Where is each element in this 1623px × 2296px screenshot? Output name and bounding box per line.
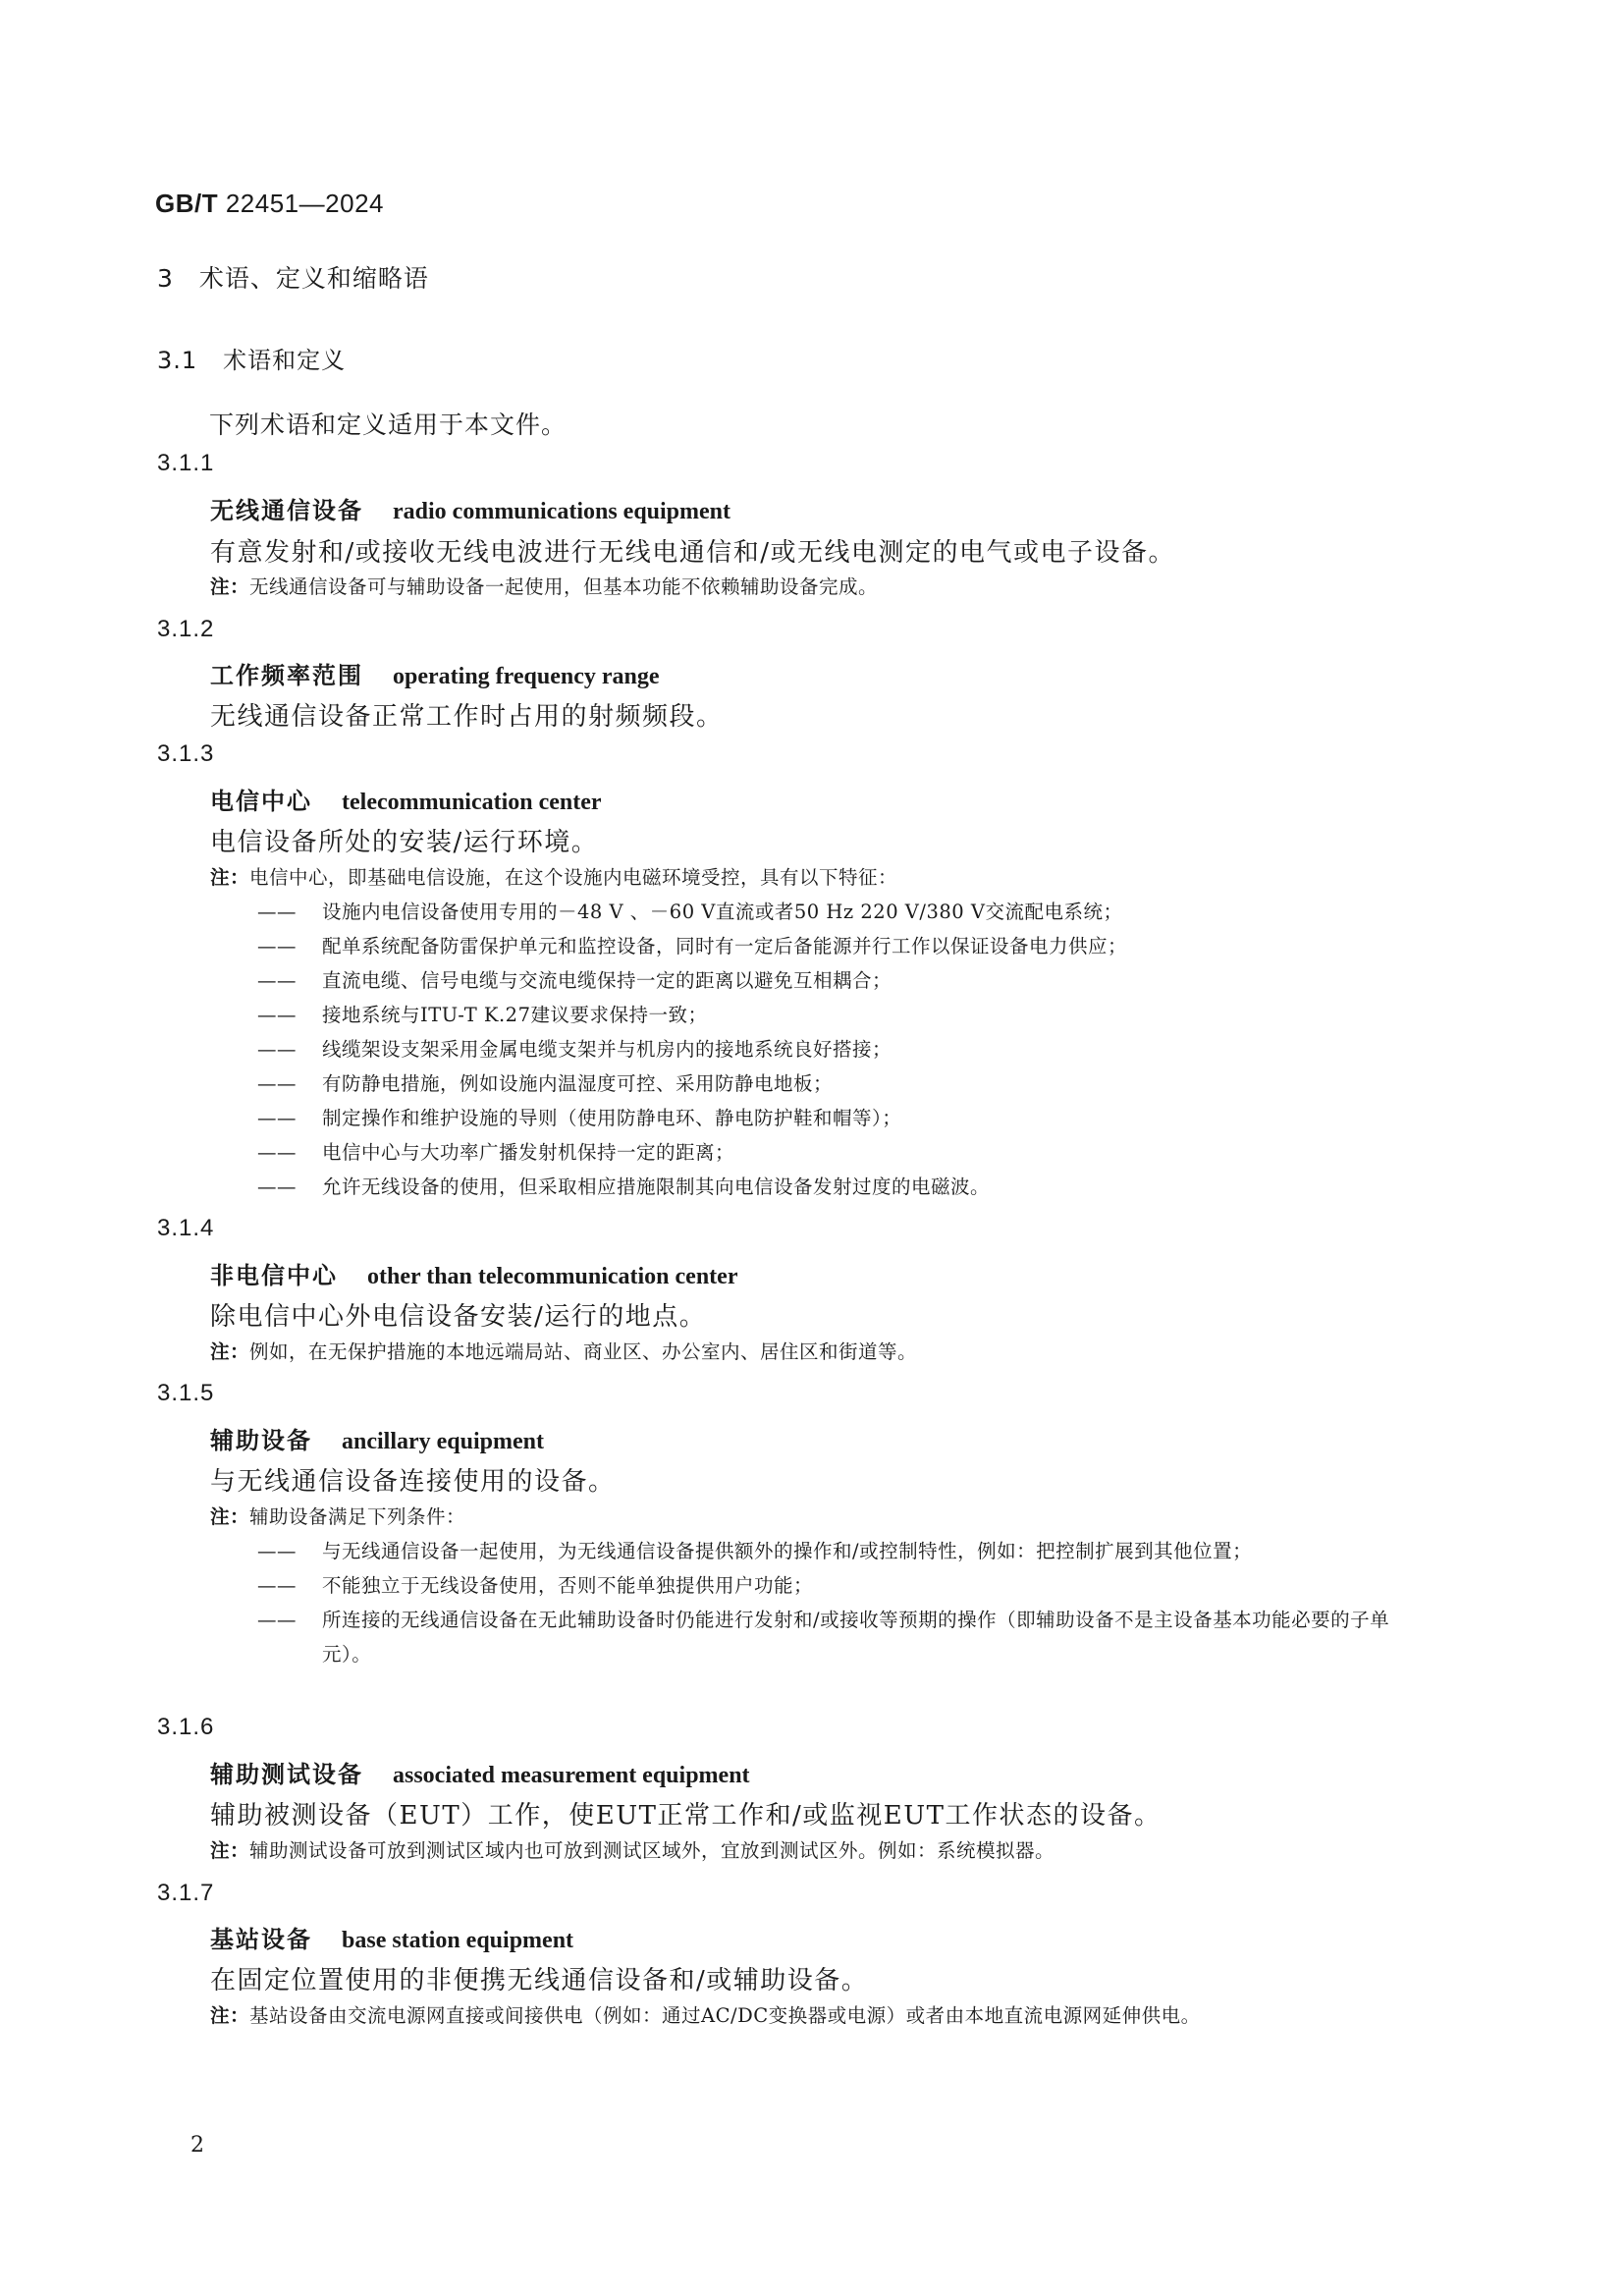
term-name-zh: 辅助设备 (210, 1427, 312, 1454)
list-item: —— 制定操作和维护设施的导则（使用防静电环、静电防护鞋和帽等）； (257, 1101, 1435, 1135)
standard-number: 22451—2024 (225, 189, 384, 218)
list-item: —— 与无线通信设备一起使用，为无线通信设备提供额外的操作和/或控制特性，例如：把控制扩展到其他位置； (257, 1534, 1435, 1568)
note-label: 注： (210, 2004, 250, 2027)
term-name-zh: 辅助测试设备 (210, 1761, 363, 1788)
term-name-en: operating frequency range (393, 664, 660, 689)
term-number: 3.1.3 (157, 740, 215, 767)
list-item: —— 配单系统配备防雷保护单元和监控设备，同时有一定后备能源并行工作以保证设备电力供应； (257, 929, 1435, 963)
term-number: 3.1.2 (157, 616, 215, 642)
term-note (210, 860, 1428, 895)
chapter-number: 3 (157, 264, 174, 293)
section-title: 术语和定义 (223, 347, 347, 374)
list-item: —— 有防静电措施，例如设施内温湿度可控、采用防静电地板； (257, 1066, 1435, 1101)
list-dash: —— (257, 1175, 297, 1198)
term-note (210, 1833, 1428, 1868)
note-text: 电信中心，即基础电信设施，在这个设施内电磁环境受控，具有以下特征： (249, 866, 898, 889)
term-name (210, 491, 730, 525)
note-list (257, 895, 1435, 1204)
list-item: —— 允许无线设备的使用，但采取相应措施限制其向电信设备发射过度的电磁波。 (257, 1170, 1435, 1204)
term-name (210, 1755, 750, 1789)
list-dash: —— (257, 969, 297, 992)
list-item: —— 不能独立于无线设备使用，否则不能单独提供用户功能； (257, 1568, 1435, 1603)
note-label: 注： (210, 866, 250, 889)
term-definition: 辅助被测设备（EUT）工作，使EUT正常工作和/或监视EUT工作状态的设备。 (210, 1801, 1162, 1831)
term-number: 3.1.7 (157, 1880, 215, 1906)
term-definition: 在固定位置使用的非便携无线通信设备和/或辅助设备。 (210, 1966, 869, 1995)
term-name-zh: 基站设备 (210, 1926, 312, 1953)
term-note (210, 570, 1428, 604)
list-dash: —— (257, 1107, 297, 1129)
note-label: 注： (210, 1839, 250, 1862)
note-list (257, 1534, 1435, 1671)
list-dash: —— (257, 1141, 297, 1164)
chapter-heading (157, 259, 429, 295)
list-item: —— 所连接的无线通信设备在无此辅助设备时仍能进行发射和/或接收等预期的操作（即辅助设备不是主设备基本功能必要的子单元）。 (257, 1603, 1435, 1671)
list-item: —— 接地系统与ITU-T K.27建议要求保持一致； (257, 998, 1435, 1032)
term-definition: 有意发射和/或接收无线电波进行无线电通信和/或无线电测定的电气或电子设备。 (210, 538, 1176, 568)
term-number: 3.1.1 (157, 450, 215, 476)
list-item: —— 设施内电信设备使用专用的－48 V 、－60 V直流或者50 Hz 220 V/380 V交流配电系统； (257, 895, 1435, 929)
term-name-zh: 工作频率范围 (210, 662, 363, 689)
list-dash: —— (257, 1038, 297, 1061)
term-name (210, 1421, 544, 1455)
term-definition: 无线通信设备正常工作时占用的射频频段。 (210, 702, 724, 732)
term-definition: 电信设备所处的安装/运行环境。 (210, 828, 599, 857)
term-name-en: ancillary equipment (342, 1429, 545, 1454)
term-definition: 与无线通信设备连接使用的设备。 (210, 1467, 616, 1497)
term-name (210, 656, 660, 690)
list-dash: —— (257, 901, 297, 923)
note-text: 辅助设备满足下列条件： (249, 1505, 466, 1528)
term-name-zh: 电信中心 (210, 788, 312, 815)
standard-prefix: GB/T (155, 189, 219, 218)
section-heading (157, 341, 346, 375)
list-dash: —— (257, 1609, 297, 1631)
term-note (210, 1998, 1428, 2033)
list-dash: —— (257, 1574, 297, 1597)
note-label: 注： (210, 1340, 250, 1363)
term-note (210, 1500, 1428, 1534)
chapter-title: 术语、定义和缩略语 (198, 264, 429, 293)
term-name-en: base station equipment (342, 1928, 574, 1953)
standard-code (155, 189, 384, 219)
term-number: 3.1.6 (157, 1714, 215, 1740)
term-name (210, 1920, 573, 1954)
term-name-en: other than telecommunication center (367, 1264, 738, 1289)
list-item: —— 线缆架设支架采用金属电缆支架并与机房内的接地系统良好搭接； (257, 1032, 1435, 1066)
list-dash: —— (257, 1004, 297, 1026)
intro-paragraph: 下列术语和定义适用于本文件。 (209, 410, 568, 439)
term-note (210, 1335, 1428, 1369)
term-number: 3.1.4 (157, 1215, 215, 1241)
term-name-en: telecommunication center (342, 790, 602, 815)
list-item: —— 直流电缆、信号电缆与交流电缆保持一定的距离以避免互相耦合； (257, 963, 1435, 998)
list-dash: —— (257, 1072, 297, 1095)
term-name (210, 1256, 737, 1290)
note-label: 注： (210, 1505, 250, 1528)
term-name-en: associated measurement equipment (393, 1763, 750, 1788)
page-number: 2 (190, 2133, 204, 2158)
list-item: —— 电信中心与大功率广播发射机保持一定的距离； (257, 1135, 1435, 1170)
note-label: 注： (210, 575, 250, 598)
term-definition: 除电信中心外电信设备安装/运行的地点。 (210, 1302, 707, 1332)
term-name (210, 782, 602, 816)
note-text: 无线通信设备可与辅助设备一起使用，但基本功能不依赖辅助设备完成。 (249, 575, 879, 598)
note-text: 辅助测试设备可放到测试区域内也可放到测试区域外，宜放到测试区外。例如：系统模拟器。 (249, 1839, 1055, 1862)
section-number: 3.1 (157, 347, 198, 374)
note-text: 基站设备由交流电源网直接或间接供电（例如：通过AC/DC变换器或电源）或者由本地直流电源网延伸供电。 (249, 2004, 1201, 2027)
term-name-zh: 非电信中心 (210, 1262, 338, 1289)
note-text: 例如，在无保护措施的本地远端局站、商业区、办公室内、居住区和街道等。 (249, 1340, 918, 1363)
term-name-zh: 无线通信设备 (210, 497, 363, 524)
list-dash: —— (257, 935, 297, 957)
term-number: 3.1.5 (157, 1380, 215, 1406)
term-name-en: radio communications equipment (393, 499, 731, 524)
list-dash: —— (257, 1540, 297, 1562)
